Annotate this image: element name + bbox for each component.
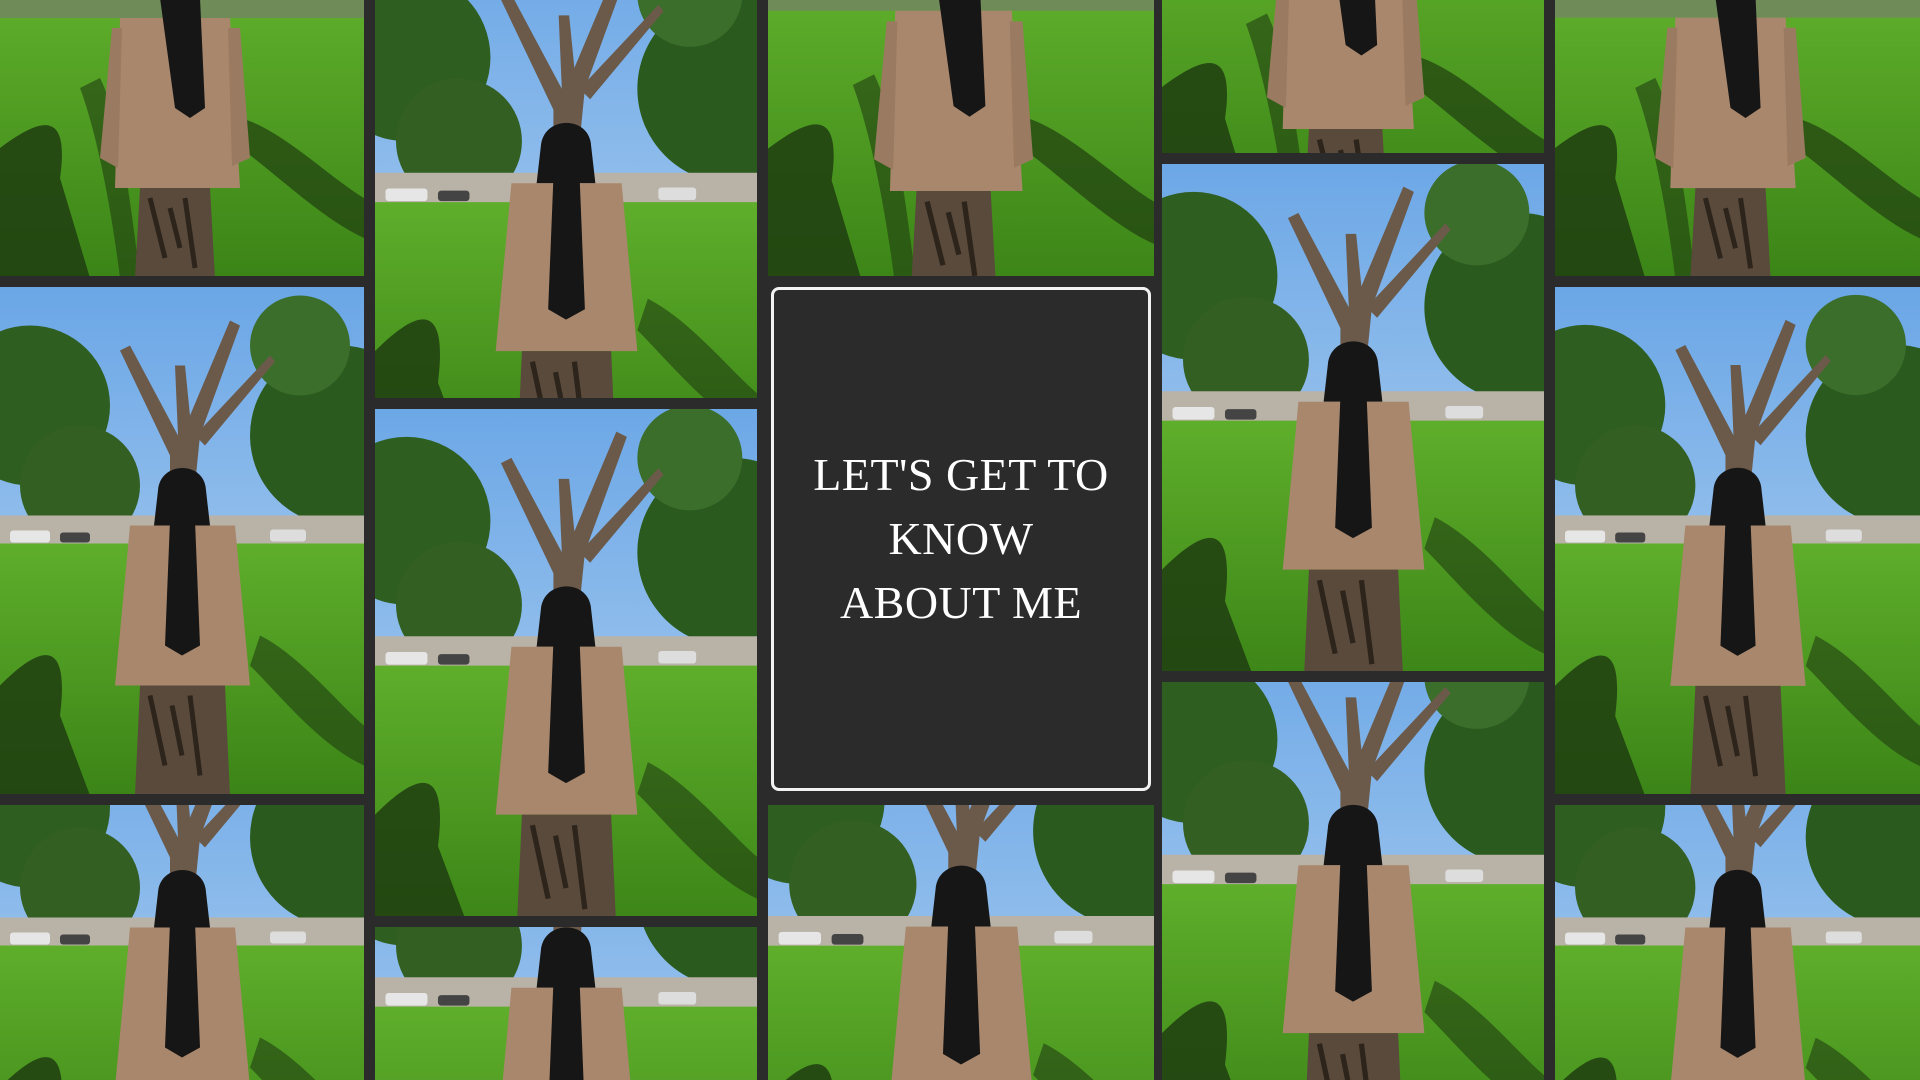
- photo-tile: [0, 287, 364, 794]
- photo-icon: [1555, 805, 1920, 1080]
- collage-column-2: [375, 0, 757, 1080]
- photo-icon: [0, 287, 364, 794]
- photo-tile: [375, 927, 757, 1080]
- photo-tile: [768, 0, 1154, 276]
- headline-line-1: LET'S GET TO: [813, 449, 1109, 500]
- photo-icon: [375, 927, 757, 1080]
- collage-column-5: [1555, 0, 1920, 1080]
- photo-icon: [0, 0, 364, 276]
- photo-tile: [1162, 0, 1544, 153]
- photo-icon: [768, 805, 1154, 1080]
- headline-line-3: ABOUT ME: [839, 577, 1083, 628]
- photo-tile: [768, 805, 1154, 1080]
- photo-tile: [0, 0, 364, 276]
- photo-icon: [375, 0, 757, 398]
- photo-icon: [1555, 0, 1920, 276]
- title-card: [771, 287, 1151, 791]
- photo-icon: [1162, 682, 1544, 1080]
- collage-column-4: [1162, 0, 1544, 1080]
- collage-column-3: [768, 0, 1154, 1080]
- photo-icon: [375, 409, 757, 916]
- photo-icon: [0, 805, 364, 1080]
- collage-column-1: [0, 0, 364, 1080]
- photo-tile: [375, 409, 757, 916]
- photo-tile: [1162, 682, 1544, 1080]
- photo-icon: [768, 0, 1154, 276]
- photo-icon: [1555, 287, 1920, 794]
- headline: [793, 443, 1128, 635]
- photo-tile: [1555, 287, 1920, 794]
- photo-icon: [1162, 0, 1544, 153]
- photo-tile: [0, 805, 364, 1080]
- headline-line-2: KNOW: [888, 513, 1034, 564]
- photo-tile: [375, 0, 757, 398]
- photo-icon: [1162, 164, 1544, 671]
- photo-tile: [1555, 805, 1920, 1080]
- photo-tile: [1162, 164, 1544, 671]
- photo-tile: [1555, 0, 1920, 276]
